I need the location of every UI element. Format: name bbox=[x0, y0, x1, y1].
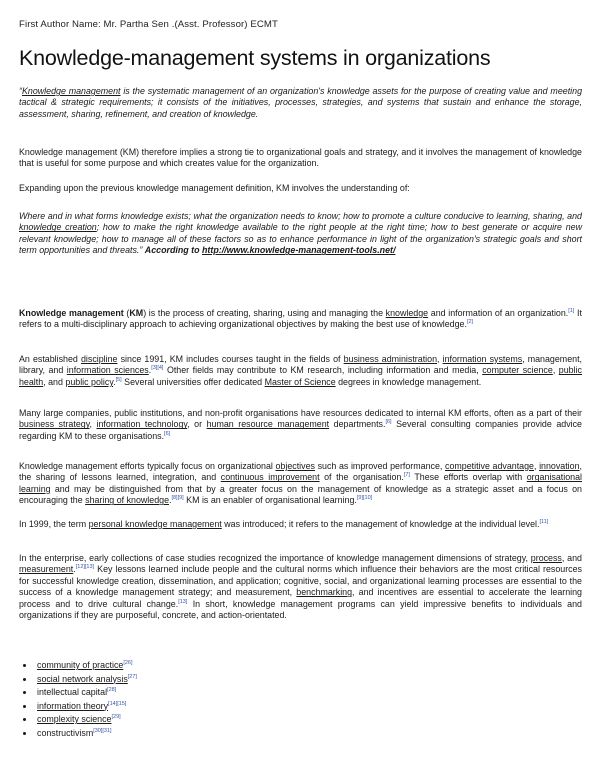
link-objectives[interactable]: objectives bbox=[275, 461, 315, 471]
item-intellectual-capital: intellectual capital bbox=[37, 687, 108, 697]
link-organisational-learning[interactable]: organisational learning bbox=[19, 472, 582, 494]
citation[interactable]: [30][31] bbox=[93, 727, 112, 734]
paragraph-pkm: In 1999, the term personal knowledge management was introduced; it refers to the management of knowledge at the individual level.[11] bbox=[19, 519, 549, 529]
link-benchmarking[interactable]: benchmarking bbox=[296, 587, 353, 598]
link-information-sciences[interactable]: information sciences bbox=[66, 365, 149, 376]
citation[interactable]: [6] bbox=[385, 419, 392, 426]
citation[interactable]: [6] bbox=[164, 430, 171, 437]
paragraph-companies: Many large companies, public institutions, and non-profit organisations have resources dedicated to internal KM efforts, often as a part of their business strategy, information technology, or human resource management departments.[6] Several consulting companies provide advice regarding KM to these organisations.[6] bbox=[19, 408, 582, 441]
citation[interactable]: [11] bbox=[539, 519, 549, 525]
link-business-administration[interactable]: business administration bbox=[343, 354, 438, 364]
link-complexity-science[interactable]: complexity science bbox=[37, 714, 112, 724]
citation[interactable]: [3][4] bbox=[151, 365, 164, 372]
link-information-technology[interactable]: information technology bbox=[96, 419, 188, 430]
link-information-systems[interactable]: information systems bbox=[442, 354, 523, 364]
quote-open: “ bbox=[19, 86, 22, 96]
paragraph-enterprise: In the enterprise, early collections of case studies recognized the importance of knowledge management dimensions of strategy, process, and measurement.[12][13] Key lessons learned include people and the cultural norms which influence their behaviors are the most critical resources for successful knowledge creation, dissemination, and application; cognitive, social, and organizational learning processes are essential to the success of a knowledge management strategy; and measurement, benchmarking, and incentives are essential to accelerate the learning process and to drive cultural change.[13] In short, knowledge management programs can yield impressive benefits to individuals and organizations if they are purposeful, concrete, and action-orientated. bbox=[19, 553, 582, 621]
link-knowledge[interactable]: knowledge bbox=[385, 308, 429, 318]
link-continuous-improvement[interactable]: continuous improvement bbox=[220, 472, 320, 483]
source-prefix: According to bbox=[144, 245, 202, 256]
link-information-theory[interactable]: information theory bbox=[37, 700, 109, 711]
list-item bbox=[35, 673, 137, 687]
link-human-resource-management[interactable]: human resource management bbox=[206, 419, 330, 430]
list-item bbox=[35, 686, 137, 700]
citation[interactable]: [27] bbox=[127, 673, 137, 680]
topic-list bbox=[19, 659, 137, 740]
link-innovation[interactable]: innovation bbox=[539, 461, 580, 471]
citation[interactable]: [5] bbox=[115, 376, 122, 383]
paragraph-km-tie: Knowledge management (KM) therefore implies a strong tie to organizational goals and strategy, and it involves the management of knowledge that is useful for some purpose and which creates value for the organization. bbox=[19, 147, 582, 169]
list-item bbox=[35, 727, 137, 741]
paragraph-km-definition: Knowledge management (KM) is the process of creating, sharing, using and managing the knowledge and information of an organization.[1] It refers to a multi-disciplinary approach to achieving organizational objectives by making the best use of knowledge.[2] bbox=[19, 308, 582, 330]
page-header: First Author Name: Mr. Partha Sen .(Asst. Professor) ECMT bbox=[19, 19, 278, 30]
link-public-policy[interactable]: public policy bbox=[65, 376, 114, 387]
link-process[interactable]: process bbox=[530, 553, 562, 563]
link-knowledge-creation[interactable]: knowledge creation bbox=[19, 222, 97, 233]
citation[interactable]: [12][13] bbox=[75, 564, 95, 571]
understanding-quote: Where and in what forms knowledge exists; what the organization needs to know; how to promote a culture conducive to learning, sharing, and knowledge creation; how to make the right knowledge available to the right people at the right time; how to best generate or acquire new relevant knowledge; how to manage all of these factors so as to enhance performance in light of the organization's strategic goals and short term opportunities and threats.” According to http://www.knowledge-management-tools.net/ bbox=[19, 211, 582, 256]
list-item bbox=[35, 700, 137, 714]
paragraph-efforts: Knowledge management efforts typically focus on organizational objectives such as improved performance, competitive advantage, innovation, the sharing of lessons learned, integration, and continuous improvement of the organisation.[7] These efforts overlap with organisational learning and may be distinguished from that by a greater focus on the management of knowledge as a strategic asset and a focus on encouraging the sharing of knowledge.[8][9] KM is an enabler of organisational learning.[9][10] bbox=[19, 461, 582, 506]
item-constructivism: constructivism bbox=[37, 727, 94, 738]
source-url-link[interactable]: http://www.knowledge-management-tools.net/ bbox=[202, 245, 396, 256]
citation[interactable]: [9][10] bbox=[356, 495, 373, 502]
link-business-strategy[interactable]: business strategy bbox=[19, 419, 90, 430]
citation[interactable]: [26] bbox=[123, 660, 133, 666]
link-master-of-science[interactable]: Master of Science bbox=[264, 376, 336, 387]
link-discipline[interactable]: discipline bbox=[80, 354, 118, 364]
definition-quote bbox=[19, 86, 582, 120]
citation[interactable]: [13] bbox=[178, 598, 188, 605]
citation[interactable]: [8][9] bbox=[171, 495, 184, 502]
paragraph-expanding: Expanding upon the previous knowledge management definition, KM involves the understanding of: bbox=[19, 183, 410, 193]
paragraph-discipline: An established discipline since 1991, KM includes courses taught in the fields of business administration, information systems, management, library, and information sciences.[3][4] Other fields may contribute to KM research, including information and media, computer science, public health, and public policy.[5] Several universities offer dedicated Master of Science degrees in knowledge management. bbox=[19, 354, 582, 387]
link-sharing-of-knowledge[interactable]: sharing of knowledge bbox=[85, 495, 169, 506]
quote-text: is the systematic management of an organization's knowledge assets for the purpose of creating value and meeting tactical & strategic requirements; it consists of the initiatives, processes, strategies, and systems that sustain and enhance the storage, assessment, sharing, refinement, and creation of knowledge. bbox=[19, 86, 583, 119]
citation[interactable]: [2] bbox=[466, 319, 474, 326]
citation[interactable]: [28] bbox=[107, 687, 117, 693]
page-title: Knowledge-management systems in organizations bbox=[19, 46, 491, 70]
list-item bbox=[35, 713, 137, 727]
link-personal-knowledge-management[interactable]: personal knowledge management bbox=[88, 519, 222, 529]
citation[interactable]: [29] bbox=[111, 714, 121, 720]
link-community-of-practice[interactable]: community of practice bbox=[37, 660, 124, 670]
link-public-health[interactable]: public health bbox=[19, 365, 582, 387]
link-computer-science[interactable]: computer science bbox=[482, 365, 553, 376]
citation[interactable]: [1] bbox=[568, 308, 575, 314]
link-measurement[interactable]: measurement bbox=[19, 564, 74, 575]
link-knowledge-management[interactable]: Knowledge management bbox=[21, 86, 121, 96]
link-social-network-analysis[interactable]: social network analysis bbox=[37, 673, 128, 684]
citation[interactable]: [14][15] bbox=[108, 700, 127, 707]
list-item bbox=[35, 659, 137, 673]
citation[interactable]: [7] bbox=[403, 472, 410, 479]
link-competitive-advantage[interactable]: competitive advantage bbox=[445, 461, 534, 471]
